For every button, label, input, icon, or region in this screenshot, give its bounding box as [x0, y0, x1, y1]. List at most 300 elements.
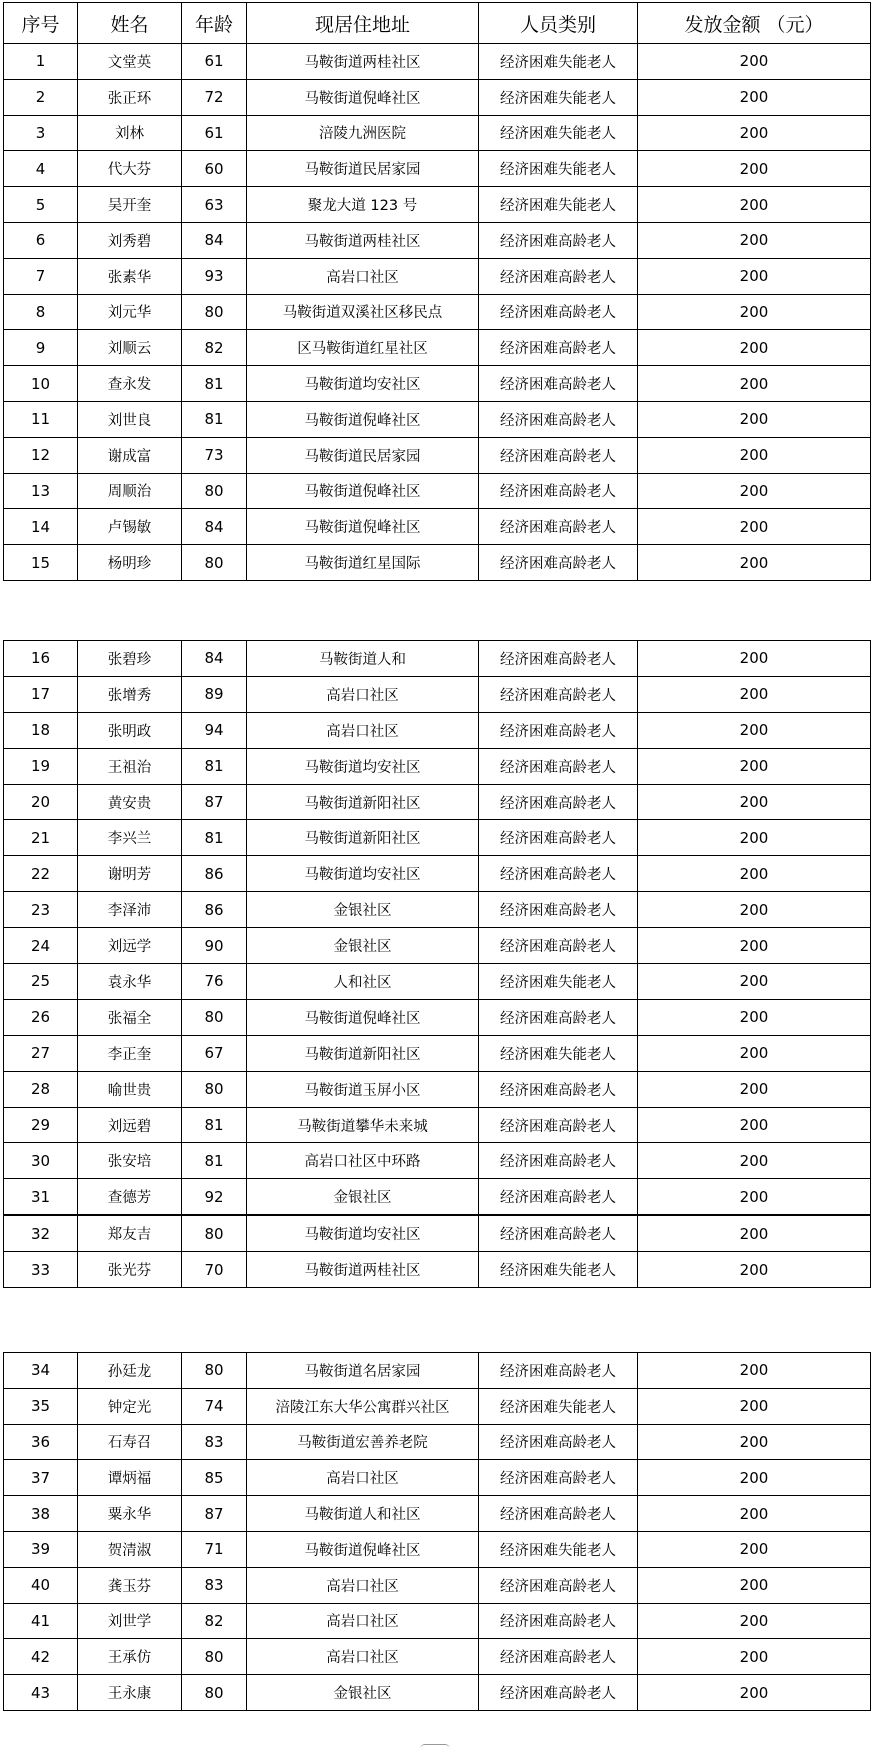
cell-name: 张增秀 [78, 676, 182, 712]
cell-age: 80 [182, 545, 247, 581]
cell-amount: 200 [638, 1143, 871, 1179]
cell-name: 王永康 [78, 1675, 182, 1711]
cell-age: 71 [182, 1531, 247, 1567]
cell-amount: 200 [638, 330, 871, 366]
cell-seq: 23 [4, 892, 78, 928]
cell-address: 马鞍街道倪峰社区 [247, 79, 479, 115]
cell-seq: 29 [4, 1107, 78, 1143]
cell-name: 吴开奎 [78, 187, 182, 223]
cell-age: 81 [182, 366, 247, 402]
table-row [4, 1460, 871, 1496]
cell-name: 刘远碧 [78, 1107, 182, 1143]
table-row [4, 473, 871, 509]
cell-address: 高岩口社区 [247, 1639, 479, 1675]
cell-address: 马鞍街道人和社区 [247, 1496, 479, 1532]
cell-address: 涪陵江东大华公寓群兴社区 [247, 1388, 479, 1424]
cell-age: 80 [182, 1675, 247, 1711]
cell-category: 经济困难高龄老人 [479, 856, 638, 892]
table-row [4, 784, 871, 820]
cell-seq: 25 [4, 964, 78, 1000]
cell-seq: 1 [4, 44, 78, 80]
cell-seq: 31 [4, 1179, 78, 1215]
cell-address: 高岩口社区 [247, 1460, 479, 1496]
cell-name: 刘元华 [78, 294, 182, 330]
table-row [4, 748, 871, 784]
table-row [4, 366, 871, 402]
cell-name: 龚玉芬 [78, 1567, 182, 1603]
cell-amount: 200 [638, 44, 871, 80]
page-break-marker [420, 1744, 450, 1749]
cell-seq: 12 [4, 437, 78, 473]
cell-amount: 200 [638, 115, 871, 151]
cell-category: 经济困难高龄老人 [479, 330, 638, 366]
cell-category: 经济困难失能老人 [479, 1531, 638, 1567]
cell-name: 卢锡敏 [78, 509, 182, 545]
table-row [4, 1035, 871, 1071]
header-amount: 发放金额 （元） [638, 3, 871, 44]
cell-address: 马鞍街道倪峰社区 [247, 999, 479, 1035]
cell-address: 金银社区 [247, 892, 479, 928]
cell-amount: 200 [638, 1567, 871, 1603]
cell-address: 马鞍街道两桂社区 [247, 1252, 479, 1288]
cell-age: 70 [182, 1252, 247, 1288]
cell-category: 经济困难失能老人 [479, 151, 638, 187]
cell-name: 查永发 [78, 366, 182, 402]
cell-name: 张碧珍 [78, 641, 182, 677]
table-row [4, 437, 871, 473]
cell-address: 马鞍街道倪峰社区 [247, 509, 479, 545]
cell-address: 马鞍街道均安社区 [247, 366, 479, 402]
cell-category: 经济困难高龄老人 [479, 1143, 638, 1179]
cell-seq: 21 [4, 820, 78, 856]
cell-seq: 13 [4, 473, 78, 509]
cell-category: 经济困难高龄老人 [479, 712, 638, 748]
cell-amount: 200 [638, 676, 871, 712]
cell-seq: 43 [4, 1675, 78, 1711]
table-row [4, 1639, 871, 1675]
cell-amount: 200 [638, 437, 871, 473]
cell-category: 经济困难高龄老人 [479, 366, 638, 402]
table-row [4, 545, 871, 581]
cell-category: 经济困难高龄老人 [479, 928, 638, 964]
cell-category: 经济困难失能老人 [479, 964, 638, 1000]
cell-age: 80 [182, 1071, 247, 1107]
cell-category: 经济困难高龄老人 [479, 641, 638, 677]
cell-address: 马鞍街道双溪社区移民点 [247, 294, 479, 330]
cell-amount: 200 [638, 545, 871, 581]
cell-amount: 200 [638, 509, 871, 545]
cell-name: 王祖治 [78, 748, 182, 784]
cell-amount: 200 [638, 712, 871, 748]
table-row [4, 258, 871, 294]
cell-seq: 36 [4, 1424, 78, 1460]
cell-age: 67 [182, 1035, 247, 1071]
cell-amount: 200 [638, 1496, 871, 1532]
cell-name: 张福全 [78, 999, 182, 1035]
cell-amount: 200 [638, 999, 871, 1035]
cell-seq: 6 [4, 222, 78, 258]
cell-address: 金银社区 [247, 928, 479, 964]
cell-address: 高岩口社区 [247, 712, 479, 748]
cell-amount: 200 [638, 1424, 871, 1460]
table-row [4, 222, 871, 258]
table-row [4, 1496, 871, 1532]
header-age: 年龄 [182, 3, 247, 44]
cell-address: 马鞍街道民居家园 [247, 151, 479, 187]
cell-name: 贺清淑 [78, 1531, 182, 1567]
header-category: 人员类别 [479, 3, 638, 44]
cell-address: 高岩口社区 [247, 1603, 479, 1639]
cell-address: 马鞍街道攀华未来城 [247, 1107, 479, 1143]
cell-seq: 22 [4, 856, 78, 892]
cell-age: 94 [182, 712, 247, 748]
cell-address: 马鞍街道新阳社区 [247, 820, 479, 856]
cell-amount: 200 [638, 1639, 871, 1675]
cell-name: 谢明芳 [78, 856, 182, 892]
cell-name: 张明政 [78, 712, 182, 748]
cell-seq: 37 [4, 1460, 78, 1496]
table-row [4, 1252, 871, 1288]
cell-age: 90 [182, 928, 247, 964]
table-row [4, 1179, 871, 1215]
cell-category: 经济困难高龄老人 [479, 1424, 638, 1460]
cell-name: 刘远学 [78, 928, 182, 964]
cell-name: 谭炳福 [78, 1460, 182, 1496]
cell-age: 82 [182, 1603, 247, 1639]
cell-name: 刘顺云 [78, 330, 182, 366]
cell-age: 80 [182, 1639, 247, 1675]
cell-amount: 200 [638, 222, 871, 258]
cell-category: 经济困难高龄老人 [479, 258, 638, 294]
cell-address: 金银社区 [247, 1179, 479, 1215]
cell-amount: 200 [638, 187, 871, 223]
cell-age: 92 [182, 1179, 247, 1215]
cell-age: 63 [182, 187, 247, 223]
cell-address: 马鞍街道两桂社区 [247, 44, 479, 80]
cell-seq: 2 [4, 79, 78, 115]
cell-age: 81 [182, 820, 247, 856]
cell-name: 袁永华 [78, 964, 182, 1000]
cell-address: 马鞍街道红星国际 [247, 545, 479, 581]
cell-amount: 200 [638, 1353, 871, 1389]
table-row [4, 401, 871, 437]
cell-amount: 200 [638, 892, 871, 928]
header-seq: 序号 [4, 3, 78, 44]
cell-amount: 200 [638, 401, 871, 437]
cell-age: 87 [182, 1496, 247, 1532]
cell-address: 马鞍街道倪峰社区 [247, 1531, 479, 1567]
table-row [4, 509, 871, 545]
cell-name: 文堂英 [78, 44, 182, 80]
cell-category: 经济困难高龄老人 [479, 999, 638, 1035]
cell-category: 经济困难高龄老人 [479, 1107, 638, 1143]
cell-seq: 38 [4, 1496, 78, 1532]
cell-age: 76 [182, 964, 247, 1000]
cell-seq: 17 [4, 676, 78, 712]
cell-age: 89 [182, 676, 247, 712]
cell-age: 73 [182, 437, 247, 473]
cell-seq: 33 [4, 1252, 78, 1288]
cell-seq: 39 [4, 1531, 78, 1567]
cell-address: 聚龙大道 123 号 [247, 187, 479, 223]
cell-amount: 200 [638, 1252, 871, 1288]
table-segment-2 [3, 640, 871, 1288]
cell-name: 喻世贵 [78, 1071, 182, 1107]
cell-address: 马鞍街道两桂社区 [247, 222, 479, 258]
cell-seq: 8 [4, 294, 78, 330]
cell-category: 经济困难失能老人 [479, 187, 638, 223]
cell-amount: 200 [638, 856, 871, 892]
cell-age: 81 [182, 748, 247, 784]
cell-name: 黄安贵 [78, 784, 182, 820]
cell-category: 经济困难高龄老人 [479, 1567, 638, 1603]
cell-age: 86 [182, 856, 247, 892]
cell-category: 经济困难高龄老人 [479, 401, 638, 437]
cell-age: 83 [182, 1567, 247, 1603]
cell-seq: 11 [4, 401, 78, 437]
table-row [4, 641, 871, 677]
table-segment-1 [3, 2, 871, 581]
table-row [4, 1071, 871, 1107]
cell-seq: 30 [4, 1143, 78, 1179]
cell-name: 刘林 [78, 115, 182, 151]
cell-seq: 42 [4, 1639, 78, 1675]
cell-age: 86 [182, 892, 247, 928]
cell-amount: 200 [638, 1603, 871, 1639]
table-row [4, 999, 871, 1035]
cell-age: 80 [182, 473, 247, 509]
cell-category: 经济困难高龄老人 [479, 820, 638, 856]
cell-seq: 27 [4, 1035, 78, 1071]
cell-address: 高岩口社区中环路 [247, 1143, 479, 1179]
cell-category: 经济困难失能老人 [479, 1035, 638, 1071]
cell-address: 马鞍街道新阳社区 [247, 784, 479, 820]
cell-name: 代大芬 [78, 151, 182, 187]
cell-name: 刘世学 [78, 1603, 182, 1639]
cell-amount: 200 [638, 1107, 871, 1143]
cell-seq: 3 [4, 115, 78, 151]
header-name: 姓名 [78, 3, 182, 44]
cell-address: 马鞍街道新阳社区 [247, 1035, 479, 1071]
cell-name: 王承仿 [78, 1639, 182, 1675]
cell-amount: 200 [638, 1675, 871, 1711]
table-row [4, 1424, 871, 1460]
cell-address: 高岩口社区 [247, 676, 479, 712]
cell-address: 马鞍街道均安社区 [247, 856, 479, 892]
cell-category: 经济困难高龄老人 [479, 437, 638, 473]
cell-address: 人和社区 [247, 964, 479, 1000]
cell-amount: 200 [638, 1035, 871, 1071]
cell-seq: 16 [4, 641, 78, 677]
table-row [4, 151, 871, 187]
table-row [4, 964, 871, 1000]
cell-seq: 5 [4, 187, 78, 223]
table-row [4, 820, 871, 856]
cell-address: 金银社区 [247, 1675, 479, 1711]
cell-category: 经济困难失能老人 [479, 1252, 638, 1288]
cell-age: 61 [182, 44, 247, 80]
cell-address: 马鞍街道人和 [247, 641, 479, 677]
cell-name: 杨明珍 [78, 545, 182, 581]
cell-name: 李兴兰 [78, 820, 182, 856]
cell-address: 马鞍街道均安社区 [247, 748, 479, 784]
table-row [4, 856, 871, 892]
cell-category: 经济困难高龄老人 [479, 1353, 638, 1389]
cell-category: 经济困难高龄老人 [479, 1603, 638, 1639]
cell-name: 石寿召 [78, 1424, 182, 1460]
table-row [4, 294, 871, 330]
cell-seq: 10 [4, 366, 78, 402]
cell-seq: 4 [4, 151, 78, 187]
cell-seq: 7 [4, 258, 78, 294]
table-row [4, 1107, 871, 1143]
cell-address: 马鞍街道均安社区 [247, 1215, 479, 1251]
cell-address: 高岩口社区 [247, 1567, 479, 1603]
cell-category: 经济困难高龄老人 [479, 1639, 638, 1675]
cell-amount: 200 [638, 258, 871, 294]
cell-category: 经济困难失能老人 [479, 79, 638, 115]
cell-seq: 14 [4, 509, 78, 545]
table-row [4, 1353, 871, 1389]
cell-category: 经济困难高龄老人 [479, 294, 638, 330]
cell-address: 马鞍街道倪峰社区 [247, 401, 479, 437]
table-row [4, 1675, 871, 1711]
cell-name: 查德芳 [78, 1179, 182, 1215]
table-row [4, 44, 871, 80]
cell-amount: 200 [638, 151, 871, 187]
cell-category: 经济困难高龄老人 [479, 892, 638, 928]
cell-address: 马鞍街道宏善养老院 [247, 1424, 479, 1460]
cell-address: 区马鞍街道红星社区 [247, 330, 479, 366]
table-row [4, 1567, 871, 1603]
cell-amount: 200 [638, 1531, 871, 1567]
table-row [4, 115, 871, 151]
table-row [4, 1388, 871, 1424]
table-row [4, 1531, 871, 1567]
cell-amount: 200 [638, 1215, 871, 1251]
cell-name: 李正奎 [78, 1035, 182, 1071]
cell-category: 经济困难高龄老人 [479, 222, 638, 258]
cell-address: 涪陵九洲医院 [247, 115, 479, 151]
cell-address: 高岩口社区 [247, 258, 479, 294]
cell-name: 张光芬 [78, 1252, 182, 1288]
cell-amount: 200 [638, 964, 871, 1000]
table-row [4, 1603, 871, 1639]
cell-age: 85 [182, 1460, 247, 1496]
cell-name: 张正环 [78, 79, 182, 115]
cell-category: 经济困难失能老人 [479, 44, 638, 80]
cell-address: 马鞍街道玉屏小区 [247, 1071, 479, 1107]
cell-seq: 20 [4, 784, 78, 820]
header-address: 现居住地址 [247, 3, 479, 44]
cell-age: 72 [182, 79, 247, 115]
cell-seq: 19 [4, 748, 78, 784]
cell-age: 87 [182, 784, 247, 820]
cell-category: 经济困难失能老人 [479, 1388, 638, 1424]
cell-seq: 34 [4, 1353, 78, 1389]
cell-name: 周顺治 [78, 473, 182, 509]
cell-age: 74 [182, 1388, 247, 1424]
cell-name: 钟定光 [78, 1388, 182, 1424]
cell-category: 经济困难高龄老人 [479, 1496, 638, 1532]
cell-amount: 200 [638, 1460, 871, 1496]
cell-age: 80 [182, 294, 247, 330]
table-row [4, 676, 871, 712]
cell-category: 经济困难高龄老人 [479, 509, 638, 545]
cell-amount: 200 [638, 784, 871, 820]
cell-seq: 28 [4, 1071, 78, 1107]
cell-age: 84 [182, 509, 247, 545]
cell-name: 张安培 [78, 1143, 182, 1179]
cell-seq: 32 [4, 1215, 78, 1251]
table-segment-3 [3, 1352, 871, 1711]
cell-age: 61 [182, 115, 247, 151]
cell-amount: 200 [638, 820, 871, 856]
cell-category: 经济困难高龄老人 [479, 748, 638, 784]
cell-seq: 18 [4, 712, 78, 748]
cell-amount: 200 [638, 641, 871, 677]
cell-amount: 200 [638, 79, 871, 115]
cell-age: 84 [182, 222, 247, 258]
cell-address: 马鞍街道民居家园 [247, 437, 479, 473]
cell-seq: 24 [4, 928, 78, 964]
table-row [4, 712, 871, 748]
cell-seq: 9 [4, 330, 78, 366]
cell-category: 经济困难高龄老人 [479, 1179, 638, 1215]
cell-amount: 200 [638, 748, 871, 784]
cell-age: 80 [182, 999, 247, 1035]
cell-amount: 200 [638, 928, 871, 964]
cell-amount: 200 [638, 473, 871, 509]
cell-name: 孙廷龙 [78, 1353, 182, 1389]
table-header-row [4, 3, 871, 44]
cell-category: 经济困难高龄老人 [479, 784, 638, 820]
cell-age: 84 [182, 641, 247, 677]
cell-category: 经济困难高龄老人 [479, 1071, 638, 1107]
cell-category: 经济困难高龄老人 [479, 676, 638, 712]
cell-name: 张素华 [78, 258, 182, 294]
cell-category: 经济困难高龄老人 [479, 1215, 638, 1251]
table-row [4, 1143, 871, 1179]
cell-amount: 200 [638, 1388, 871, 1424]
cell-age: 81 [182, 401, 247, 437]
cell-amount: 200 [638, 366, 871, 402]
cell-amount: 200 [638, 294, 871, 330]
cell-age: 93 [182, 258, 247, 294]
cell-name: 李泽沛 [78, 892, 182, 928]
cell-category: 经济困难高龄老人 [479, 1675, 638, 1711]
cell-address: 马鞍街道倪峰社区 [247, 473, 479, 509]
cell-seq: 40 [4, 1567, 78, 1603]
cell-name: 刘秀碧 [78, 222, 182, 258]
cell-age: 81 [182, 1143, 247, 1179]
cell-seq: 35 [4, 1388, 78, 1424]
cell-age: 81 [182, 1107, 247, 1143]
table-row [4, 928, 871, 964]
cell-address: 马鞍街道名居家园 [247, 1353, 479, 1389]
cell-name: 谢成富 [78, 437, 182, 473]
cell-name: 郑友吉 [78, 1215, 182, 1251]
table-row [4, 892, 871, 928]
cell-age: 80 [182, 1215, 247, 1251]
cell-name: 刘世良 [78, 401, 182, 437]
cell-age: 83 [182, 1424, 247, 1460]
cell-age: 80 [182, 1353, 247, 1389]
cell-age: 82 [182, 330, 247, 366]
table-row [4, 187, 871, 223]
table-row [4, 1215, 871, 1251]
cell-seq: 15 [4, 545, 78, 581]
